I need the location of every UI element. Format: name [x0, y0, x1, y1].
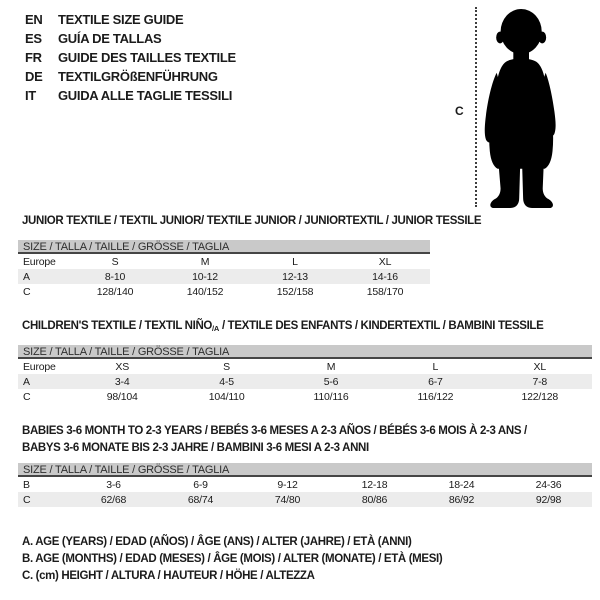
row-label: C — [23, 285, 31, 298]
table-cell: 98/104 — [106, 390, 138, 403]
language-code: IT — [25, 88, 36, 103]
table-cell: 110/116 — [313, 390, 349, 403]
note-height-cm: C. (cm) HEIGHT / ALTURA / HAUTEUR / HÖHE / ALTEZZA — [22, 570, 315, 582]
children-title-text: CHILDREN'S TEXTILE / TEXTIL NIÑO — [22, 320, 213, 332]
note-age-years: A. AGE (YEARS) / EDAD (AÑOS) / ÂGE (ANS) / ALTER (JAHRE) / ETÀ (ANNI) — [22, 536, 412, 548]
measure-key-notes — [22, 534, 442, 585]
table-cell: 10-12 — [192, 270, 218, 283]
table-row-europe — [18, 359, 592, 374]
legend-row-en — [25, 10, 236, 29]
table-cell: 128/140 — [96, 285, 134, 298]
legend-row-fr — [25, 48, 236, 67]
size-header-bar: SIZE / TALLA / TAILLE / GRÖSSE / TAGLIA — [18, 463, 592, 477]
table-cell: L — [432, 360, 439, 373]
table-cell: 140/152 — [186, 285, 224, 298]
note-age-months: B. AGE (MONTHS) / EDAD (MESES) / ÂGE (MOIS) / ALTER (MONATE) / ETÀ (MESI) — [22, 553, 443, 565]
table-cell: L — [292, 255, 298, 268]
babies-section-title — [22, 423, 587, 457]
table-cell: 158/170 — [366, 285, 404, 298]
language-legend — [25, 10, 236, 105]
table-cell: 80/86 — [361, 493, 388, 506]
row-label: Europe — [23, 360, 56, 373]
babies-table-grid — [18, 477, 592, 507]
legend-row-it — [25, 86, 236, 105]
row-label: B — [23, 478, 30, 491]
row-label: A — [23, 270, 30, 283]
babies-size-table — [18, 463, 592, 507]
children-size-table — [18, 345, 592, 404]
table-cell: 104/110 — [208, 390, 245, 403]
table-cell: 18-24 — [448, 478, 475, 491]
language-code: FR — [25, 50, 42, 65]
language-title: TEXTILGRÖßENFÜHRUNG — [58, 69, 218, 84]
children-title-text: / TEXTILE DES ENFANTS / KINDERTEXTIL / BAMBINI TESSILE — [219, 320, 544, 332]
size-header-bar: SIZE / TALLA / TAILLE / GRÖSSE / TAGLIA — [18, 345, 592, 359]
legend-row-de — [25, 67, 236, 86]
table-cell: 62/68 — [100, 493, 127, 506]
table-cell: 5-6 — [323, 375, 339, 388]
table-cell: M — [200, 255, 210, 268]
children-section-title — [22, 320, 543, 333]
table-cell: 3-6 — [106, 478, 121, 491]
language-title: TEXTILE SIZE GUIDE — [58, 12, 184, 27]
table-cell: S — [111, 255, 119, 268]
table-cell: 3-4 — [114, 375, 130, 388]
table-cell: 12-18 — [361, 478, 388, 491]
table-cell: 14-16 — [372, 270, 398, 283]
height-figure — [450, 4, 598, 216]
table-row-a — [18, 374, 592, 389]
language-title: GUIDA ALLE TAGLIE TESSILI — [58, 88, 233, 103]
table-cell: 8-10 — [104, 270, 126, 283]
size-header-bar: SIZE / TALLA / TAILLE / GRÖSSE / TAGLIA — [18, 240, 430, 254]
children-table-grid — [18, 359, 592, 404]
table-row-b — [18, 477, 592, 492]
table-cell: 92/98 — [535, 493, 562, 506]
language-title: GUÍA DE TALLAS — [58, 31, 162, 46]
row-label: Europe — [23, 255, 56, 268]
table-row-c — [18, 284, 430, 299]
table-cell: 122/128 — [521, 390, 559, 403]
language-code: ES — [25, 31, 42, 46]
table-cell: 6-9 — [193, 478, 208, 491]
table-cell: 86/92 — [448, 493, 475, 506]
toddler-silhouette-icon — [480, 6, 578, 212]
table-cell: 9-12 — [277, 478, 298, 491]
table-cell: 68/74 — [187, 493, 214, 506]
language-title: GUIDE DES TAILLES TEXTILE — [58, 50, 236, 65]
height-dotted-line — [475, 7, 477, 207]
babies-title-line2: BABYS 3-6 MONATE BIS 2-3 JAHRE / BAMBINI 3-6 MESI A 2-3 ANNI — [22, 442, 369, 454]
table-row-c — [18, 492, 592, 507]
language-code: EN — [25, 12, 43, 27]
row-label: A — [23, 375, 30, 388]
junior-section-title: JUNIOR TEXTILE / TEXTIL JUNIOR/ TEXTILE JUNIOR / JUNIORTEXTIL / JUNIOR TESSILE — [22, 215, 482, 227]
height-measure-label: C — [455, 104, 464, 118]
table-cell: XS — [115, 360, 129, 373]
junior-table-grid — [18, 254, 430, 299]
table-cell: XL — [378, 255, 392, 268]
table-cell: 6-7 — [428, 375, 443, 388]
table-cell: S — [223, 360, 230, 373]
table-row-europe — [18, 254, 430, 269]
table-row-a — [18, 269, 430, 284]
legend-row-es — [25, 29, 236, 48]
language-code: DE — [25, 69, 43, 84]
table-cell: M — [326, 360, 336, 373]
table-cell: 24-36 — [535, 478, 562, 491]
table-cell: XL — [533, 360, 546, 373]
table-cell: 74/80 — [274, 493, 301, 506]
row-label: C — [23, 390, 31, 403]
table-cell: 12-13 — [282, 270, 308, 283]
children-title-subscript: /A — [212, 324, 220, 333]
row-label: C — [23, 493, 31, 506]
babies-title-line1: BABIES 3-6 MONTH TO 2-3 YEARS / BEBÉS 3-6 MESES A 2-3 AÑOS / BÉBÉS 3-6 MOIS À 2-3 ANS / — [22, 425, 527, 437]
junior-size-table — [18, 240, 430, 299]
table-row-c — [18, 389, 592, 404]
table-cell: 116/122 — [417, 390, 454, 403]
table-cell: 4-5 — [219, 375, 234, 388]
table-cell: 152/158 — [276, 285, 314, 298]
table-cell: 7-8 — [532, 375, 548, 388]
